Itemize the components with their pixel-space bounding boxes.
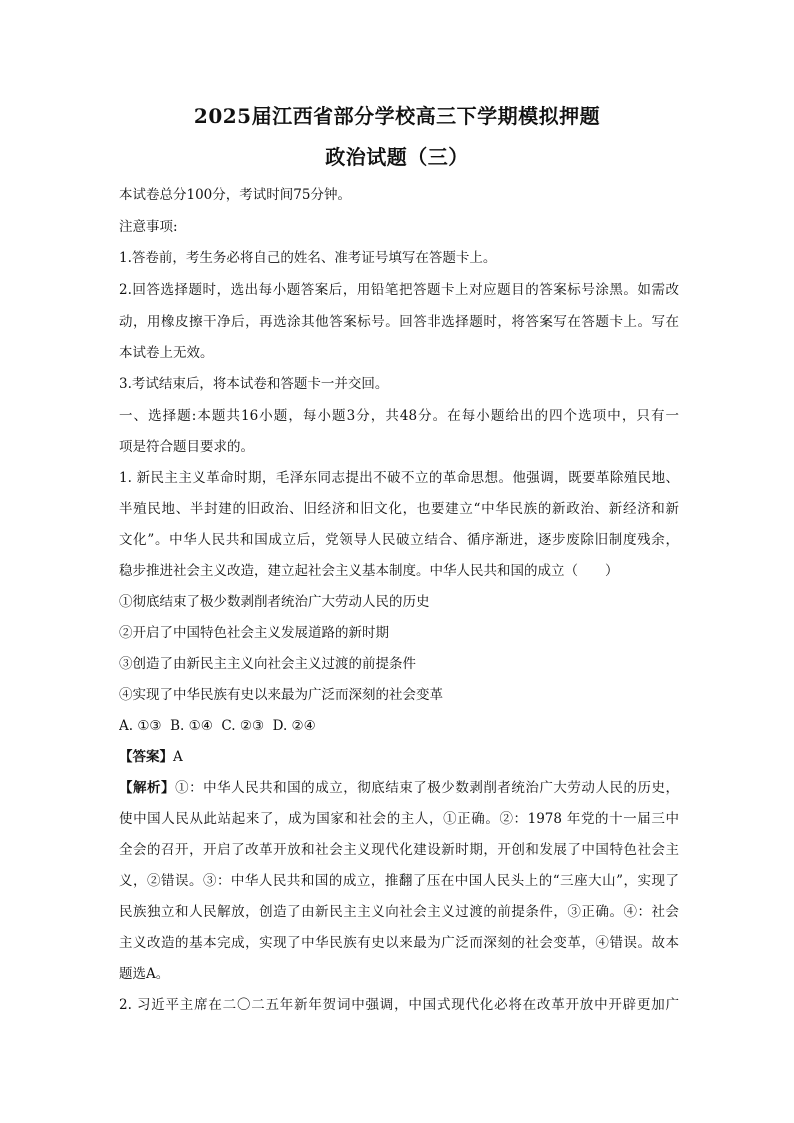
question-2-stem-line-1: 2. 习近平主席在二〇二五年新年贺词中强调，中国式现代化必将在改革开放中开辟更加广 xyxy=(119,997,679,1013)
question-1-analysis-line-4: 义，②错误。③：中华人民共和国的成立，推翻了压在中国人民头上的“三座大山”，实现了 xyxy=(119,873,679,889)
question-1-analysis-line-1 xyxy=(119,779,679,797)
question-1-analysis-line-7: 题选A。 xyxy=(119,966,170,982)
question-1-analysis-line-3: 全会的召开，开启了改革开放和社会主义现代化建设新时期，开创和发展了中国特色社会主 xyxy=(119,842,679,858)
question-1-option-2: ②开启了中国特色社会主义发展道路的新时期 xyxy=(119,625,389,641)
question-1-analysis-line-5: 民族独立和人民解放，创造了由新民主主义向社会主义过渡的前提条件，③正确。④：社会 xyxy=(119,904,679,920)
question-1-option-1: ①彻底结束了极少数剥削者统治广大劳动人民的历史 xyxy=(119,594,430,610)
notice-item-1: 1.答卷前，考生务必将自己的姓名、准考证号填写在答题卡上。 xyxy=(119,250,497,266)
notice-item-3: 3.考试结束后，将本试卷和答题卡一并交回。 xyxy=(119,376,389,392)
question-1-analysis-line-2: 使中国人民从此站起来了，成为国家和社会的主人，①正确。②：1978 年党的十一届三中 xyxy=(119,811,679,827)
question-1-choices: A. ①③ B. ①④ C. ②③ D. ②④ xyxy=(119,718,316,734)
question-1-option-4: ④实现了中华民族有史以来最为广泛而深刻的社会变革 xyxy=(119,687,443,703)
question-1-analysis-line-6: 主义改造的基本完成，实现了中华民族有史以来最为广泛而深刻的社会变革，④错误。故本 xyxy=(119,935,679,951)
answer-label: 【答案】 xyxy=(119,749,173,765)
notice-item-2-line-3: 本试卷上无效。 xyxy=(119,345,214,361)
question-1-answer xyxy=(119,748,679,766)
notice-item-2-line-1: 2.回答选择题时，选出每小题答案后，用铅笔把答题卡上对应题目的答案标号涂黑。如需改 xyxy=(119,282,679,298)
question-1-stem-line-2: 半殖民地、半封建的旧政治、旧经济和旧文化，也要建立“中华民族的新政治、新经济和新 xyxy=(119,501,679,517)
analysis-label: 【解析】 xyxy=(119,780,176,796)
page-subtitle: 政治试题（三） xyxy=(325,145,469,169)
question-1-stem-line-1: 1. 新民主主义革命时期，毛泽东同志提出不破不立的革命思想。他强调，既要革除殖民地、 xyxy=(119,470,679,486)
question-1-option-3: ③创造了由新民主主义向社会主义过渡的前提条件 xyxy=(119,656,416,672)
page-title: 2025届江西省部分学校高三下学期模拟押题 xyxy=(193,104,601,128)
exam-info: 本试卷总分100分，考试时间75分钟。 xyxy=(119,187,351,203)
analysis-text: ①：中华人民共和国的成立，彻底结束了极少数剥削者统治广大劳动人民的历史， xyxy=(175,780,679,796)
section-heading-line-1: 一、选择题:本题共16小题，每小题3分，共48分。在每小题给出的四个选项中，只有一 xyxy=(119,408,679,424)
question-1-stem-line-4: 稳步推进社会主义改造，建立起社会主义基本制度。中华人民共和国的成立（ ） xyxy=(119,563,619,579)
notice-item-2-line-2: 动，用橡皮擦干净后，再选涂其他答案标号。回答非选择题时，将答案写在答题卡上。写在 xyxy=(119,314,679,330)
answer-value: A xyxy=(173,749,183,765)
question-1-stem-line-3: 文化”。中华人民共和国成立后，党领导人民破立结合、循序渐进，逐步废除旧制度残余， xyxy=(119,532,679,548)
notice-heading: 注意事项: xyxy=(119,219,178,235)
section-heading-line-2: 项是符合题目要求的。 xyxy=(119,439,254,455)
